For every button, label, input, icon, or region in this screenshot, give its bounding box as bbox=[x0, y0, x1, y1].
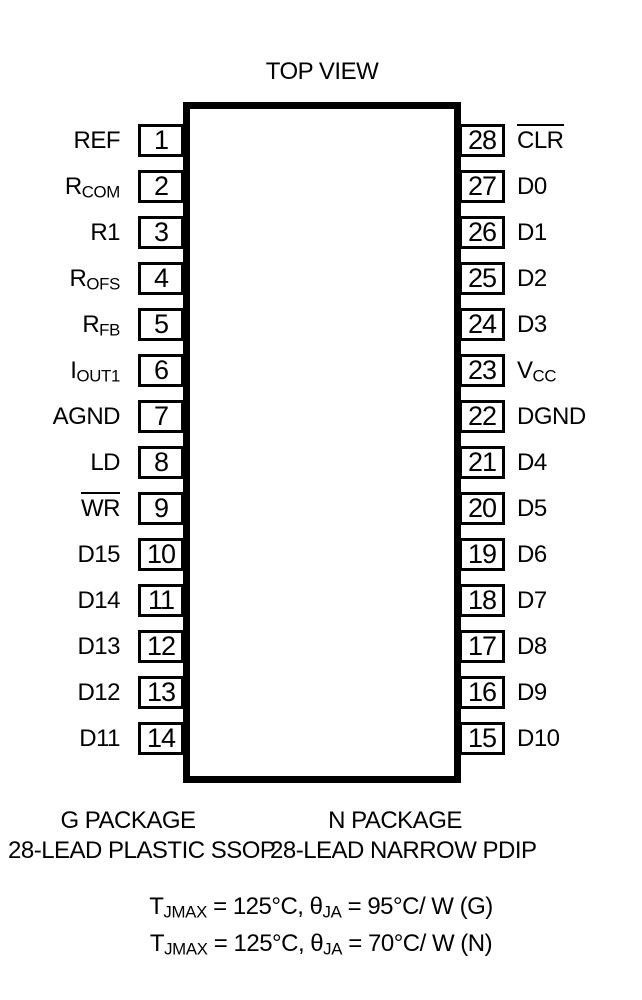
pin-27-label: D0 bbox=[517, 173, 547, 200]
pin-10-label: D15 bbox=[77, 541, 120, 568]
n-package-name: N PACKAGE bbox=[328, 807, 462, 834]
subscript-text: COM bbox=[81, 182, 120, 202]
pin-18-number-box: 18 bbox=[459, 584, 505, 617]
pin-3-label: R1 bbox=[90, 219, 120, 246]
pin-15-number-box: 15 bbox=[459, 722, 505, 755]
subscript-text: JA bbox=[323, 939, 343, 959]
pin-13-number-box: 13 bbox=[138, 676, 184, 709]
pin-26-number-box: 26 bbox=[459, 216, 505, 249]
pin-7-label: AGND bbox=[52, 403, 120, 430]
pin-13-label: D12 bbox=[77, 679, 120, 706]
pin-7-number-box: 7 bbox=[138, 400, 184, 433]
pin-1-label: REF bbox=[73, 127, 120, 154]
pin-2-number-box: 2 bbox=[138, 170, 184, 203]
thermal-note-g: $T_{JMAX} = 125^\circ C$, $\theta_{JA} = 95^\circ C/$ W (G) bbox=[149, 893, 493, 922]
pin-23-label: $V_{CC}$ bbox=[517, 357, 557, 386]
subscript-text: JA bbox=[322, 902, 342, 922]
pin-5-number-box: 5 bbox=[138, 308, 184, 341]
pin-26-label: D1 bbox=[517, 219, 547, 246]
pin-8-number-box: 8 bbox=[138, 446, 184, 479]
pin-25-number-box: 25 bbox=[459, 262, 505, 295]
pin-15-label: D10 bbox=[517, 725, 560, 752]
g-package-desc: 28-LEAD PLASTIC SSOP bbox=[8, 837, 276, 864]
subscript-text: OFS bbox=[86, 274, 120, 294]
pin-17-number-box: 17 bbox=[459, 630, 505, 663]
thermal-notes bbox=[0, 891, 642, 964]
pin-17-label: D8 bbox=[517, 633, 547, 660]
pin-8-label: LD bbox=[90, 449, 120, 476]
pin-5-label: $R_{FB}$ bbox=[82, 311, 120, 340]
g-package-caption bbox=[8, 806, 276, 866]
pin-25-label: D2 bbox=[517, 265, 547, 292]
pin-12-label: D13 bbox=[77, 633, 120, 660]
pin-21-number-box: 21 bbox=[459, 446, 505, 479]
subscript-text: CC bbox=[532, 366, 557, 386]
pin-9-number-box: 9 bbox=[138, 492, 184, 525]
g-package-name: G PACKAGE bbox=[60, 807, 196, 834]
thermal-note-n: $T_{JMAX} = 125^\circ C$, $\theta_{JA} = 70^\circ C/$ W (N) bbox=[149, 929, 493, 959]
subscript-text: JMAX bbox=[163, 902, 207, 922]
pin-24-label: D3 bbox=[517, 311, 547, 338]
pin-28-label bbox=[517, 124, 642, 157]
pin-11-number-box: 11 bbox=[138, 584, 184, 617]
pin-20-number-box: 20 bbox=[459, 492, 505, 525]
pin-1-number-box: 1 bbox=[138, 124, 184, 157]
subscript-text: OUT1 bbox=[76, 366, 120, 386]
subscript-text: JMAX bbox=[164, 939, 208, 959]
pin-9-label bbox=[0, 492, 120, 525]
overlined-text: WR bbox=[81, 492, 120, 521]
pin-11-label: D14 bbox=[77, 587, 120, 614]
overlined-text: CLR bbox=[517, 124, 564, 153]
pin-23-number-box: 23 bbox=[459, 354, 505, 387]
ic-body bbox=[183, 102, 461, 783]
pin-21-label: D4 bbox=[517, 449, 547, 476]
pin-28-number-box: 28 bbox=[459, 124, 505, 157]
pin-20-label: D5 bbox=[517, 495, 547, 522]
pin-16-label: D9 bbox=[517, 679, 547, 706]
pin-6-number-box: 6 bbox=[138, 354, 184, 387]
pin-18-label: D7 bbox=[517, 587, 547, 614]
pin-2-label: $R_{COM}$ bbox=[64, 173, 120, 202]
pin-6-label: $I_{OUT1}$ bbox=[70, 357, 120, 386]
pin-22-number-box: 22 bbox=[459, 400, 505, 433]
pin-27-number-box: 27 bbox=[459, 170, 505, 203]
pin-19-label: D6 bbox=[517, 541, 547, 568]
pin-14-label: D11 bbox=[79, 725, 120, 752]
pin-16-number-box: 16 bbox=[459, 676, 505, 709]
pin-12-number-box: 12 bbox=[138, 630, 184, 663]
n-package-desc: 28-LEAD NARROW PDIP bbox=[270, 837, 537, 864]
subscript-text: FB bbox=[99, 320, 120, 340]
pin-14-number-box: 14 bbox=[138, 722, 184, 755]
pin-4-number-box: 4 bbox=[138, 262, 184, 295]
pin-10-number-box: 10 bbox=[138, 538, 184, 571]
pin-19-number-box: 19 bbox=[459, 538, 505, 571]
pin-4-label: $R_{OFS}$ bbox=[69, 265, 120, 294]
pin-3-number-box: 3 bbox=[138, 216, 184, 249]
top-view-label: TOP VIEW bbox=[265, 58, 379, 85]
pin-24-number-box: 24 bbox=[459, 308, 505, 341]
n-package-caption bbox=[270, 806, 537, 866]
pin-22-label: DGND bbox=[517, 403, 586, 430]
